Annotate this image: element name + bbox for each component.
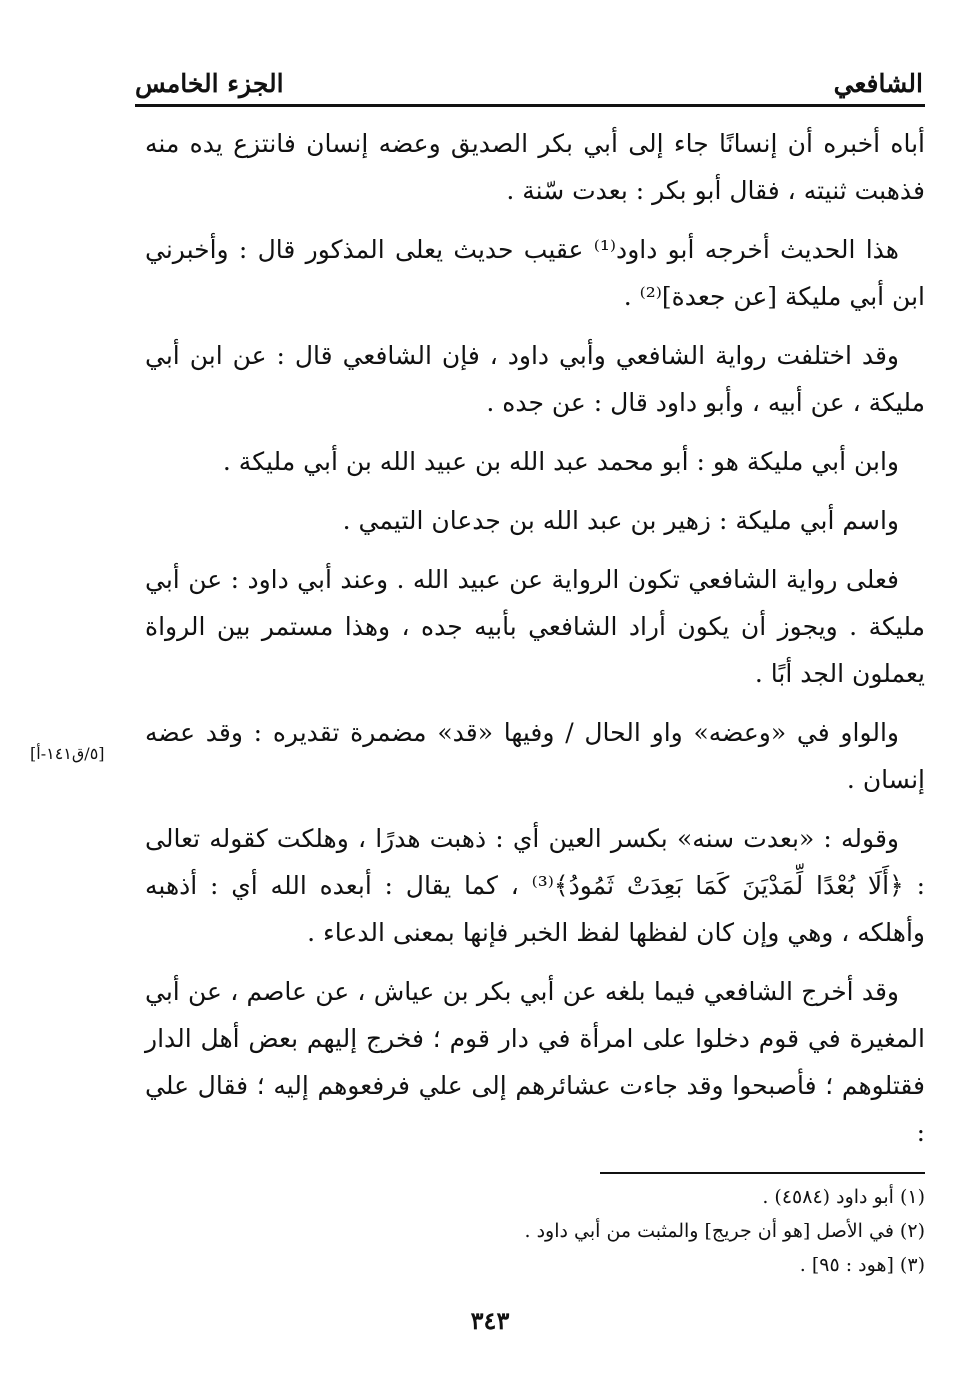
header-rule (135, 104, 925, 107)
footnote-3: (٣) [هود : ٩٥] . (799, 1254, 925, 1276)
paragraph-2: هذا الحديث أخرجه أبو داود⁽¹⁾ عقيب حديث يعلى المذكور قال : وأخبرني ابن أبي مليكة [عن جعدة]⁽²⁾ . (145, 235, 925, 311)
main-text (145, 120, 925, 1168)
running-header (135, 50, 923, 98)
paragraph-7: والواو في «وعضه» واو الحال / وفيها «قد» مضمرة تقديره : وقد عضه إنسان . (145, 718, 925, 794)
paragraph-8: وقوله : «بعدت سنه» بكسر العين أي : ذهبت هدرًا ، وهلكت كقوله تعالى : ﴿أَلَا بُعْدًا لِّمَدْيَنَ كَمَا بَعِدَتْ ثَمُودُ﴾⁽³⁾ ، كما يقال : أبعده الله أي : أذهبه وأهلكه ، وهي وإن كان لفظها لفظ الخبر فإنها بمعنى الدعاء . (145, 824, 926, 947)
manuscript-folio-note: [٥/ق١٤١-أ] (30, 744, 105, 763)
paragraph-9: وقد أخرج الشافعي فيما بلغه عن أبي بكر بن عياش ، عن عاصم ، عن أبي المغيرة في قوم دخلوا على امرأة في دار قوم ؛ فخرج إليهم بعض أهل الدار فقتلوهم ؛ فأصبحوا وقد جاءت عشائرهم إلى علي فرفعوهم إليه ؛ فقال علي : (145, 977, 925, 1147)
paragraph-6: فعلى رواية الشافعي تكون الرواية عن عبيد الله . وعند أبي داود : عن أبي مليكة . ويجوز أن يكون أراد الشافعي بأبيه جده ، وهذا مستمر بين الرواة يعملون الجد أبًا . (145, 565, 925, 688)
footnote-rule (600, 1172, 925, 1174)
paragraph-3: وقد اختلفت رواية الشافعي وأبي داود ، فإن الشافعي قال : عن ابن أبي مليكة ، عن أبيه ، وأبو داود قال : عن جده . (145, 341, 925, 417)
footnote-1: (١) أبو داود (٤٥٨٤) . (762, 1186, 925, 1208)
paragraph-4: وابن أبي مليكة هو : أبو محمد عبد الله بن عبيد الله بن أبي مليكة . (222, 447, 899, 476)
header-book-title: الشافعي (833, 69, 923, 98)
paragraph-1: أباه أخبره أن إنسانًا جاء إلى أبي بكر الصديق وعضه إنسان فانتزع يده منه فذهبت ثنيته ، فقال أبو بكر : بعدت سّنة . (145, 129, 925, 205)
header-volume-title: الجزء الخامس (135, 69, 284, 98)
footnote-2: (٢) في الأصل [هو أن جريج] والمثبت من أبي داود . (524, 1220, 925, 1242)
paragraph-5: واسم أبي مليكة : زهير بن عبد الله بن جدعان التيمي . (342, 506, 899, 535)
footnotes (225, 1180, 925, 1282)
page-number: ٣٤٣ (470, 1306, 510, 1335)
